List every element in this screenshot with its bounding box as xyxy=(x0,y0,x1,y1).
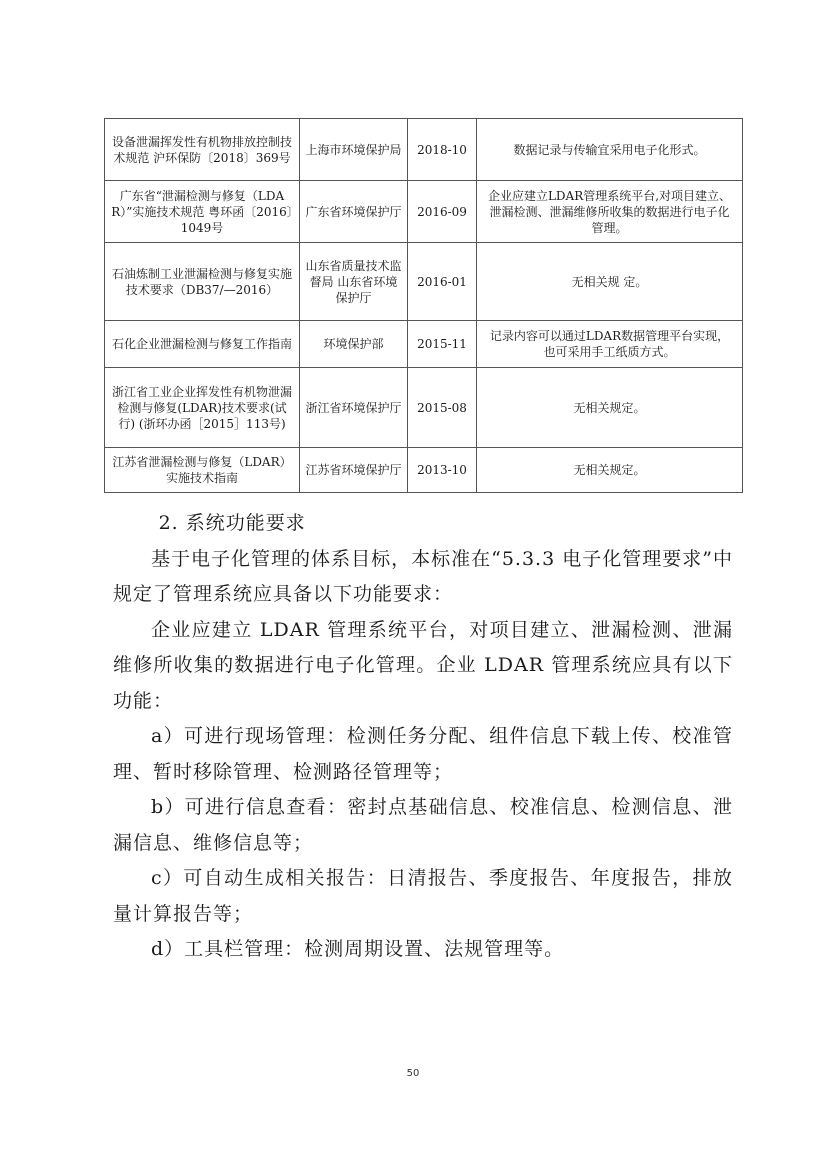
issuing-dept: 上海市环境保护局 xyxy=(300,119,408,181)
paragraph-platform: 企业应建立 LDAR 管理系统平台，对项目建立、泄漏检测、泄漏维修所收集的数据进行电子化管理。企业 LDAR 管理系统应具有以下功能： xyxy=(113,618,733,712)
issue-date: 2018-10 xyxy=(408,119,477,181)
table-row xyxy=(105,119,743,181)
issue-date: 2016-01 xyxy=(408,243,477,321)
regulation-name: 石化企业泄漏检测与修复工作指南 xyxy=(105,321,300,368)
requirement-desc: 记录内容可以通过LDAR数据管理平台实现，也可采用手工纸质方式。 xyxy=(477,321,743,368)
issue-date: 2016-09 xyxy=(408,181,477,243)
table-row xyxy=(105,321,743,368)
regulation-table xyxy=(104,118,743,493)
regulation-name: 江苏省泄漏检测与修复（LDAR）实施技术指南 xyxy=(105,448,300,493)
list-item-d: d）工具栏管理：检测周期设置、法规管理等。 xyxy=(151,938,565,960)
requirement-desc: 无相关规定。 xyxy=(477,368,743,448)
table-row xyxy=(105,368,743,448)
regulation-name: 广东省“泄漏检测与修复（LDAR）”实施技术规范 粤环函〔2016〕1049号 xyxy=(105,181,300,243)
issue-date: 2015-08 xyxy=(408,368,477,448)
issuing-dept: 广东省环境保护厅 xyxy=(300,181,408,243)
requirement-desc: 企业应建立LDAR管理系统平台,对项目建立、泄漏检测、泄漏维修所收集的数据进行电子化管理。 xyxy=(477,181,743,243)
body-text xyxy=(113,506,733,968)
regulation-name: 浙江省工业企业挥发性有机物泄漏检测与修复(LDAR)技术要求(试行) (浙环办函［2015］113号) xyxy=(105,368,300,448)
issuing-dept: 江苏省环境保护厅 xyxy=(300,448,408,493)
list-item-c: c）可自动生成相关报告：日清报告、季度报告、年度报告，排放量计算报告等； xyxy=(113,867,733,925)
list-item-b: b）可进行信息查看：密封点基础信息、校准信息、检测信息、泄漏信息、维修信息等； xyxy=(113,796,733,854)
issuing-dept: 环境保护部 xyxy=(300,321,408,368)
section-heading: 2. 系统功能要求 xyxy=(158,512,306,534)
issuing-dept: 浙江省环境保护厅 xyxy=(300,368,408,448)
table-row xyxy=(105,181,743,243)
paragraph-intro: 基于电子化管理的体系目标，本标准在“5.3.3 电子化管理要求”中规定了管理系统应具备以下功能要求： xyxy=(113,547,733,605)
page-number: 50 xyxy=(406,1068,420,1079)
table-row xyxy=(105,448,743,493)
list-item-a: a）可进行现场管理：检测任务分配、组件信息下载上传、校准管理、暂时移除管理、检测路径管理等； xyxy=(113,725,733,783)
issue-date: 2013-10 xyxy=(408,448,477,493)
requirement-desc: 无相关规定。 xyxy=(477,448,743,493)
requirement-desc: 无相关规 定。 xyxy=(477,243,743,321)
requirement-desc: 数据记录与传输宜采用电子化形式。 xyxy=(477,119,743,181)
regulation-name: 设备泄漏挥发性有机物排放控制技术规范 沪环保防〔2018〕369号 xyxy=(105,119,300,181)
table-row xyxy=(105,243,743,321)
issuing-dept: 山东省质量技术监督局 山东省环境保护厅 xyxy=(300,243,408,321)
issue-date: 2015-11 xyxy=(408,321,477,368)
regulation-name: 石油炼制工业泄漏检测与修复实施技术要求（DB37/—2016） xyxy=(105,243,300,321)
